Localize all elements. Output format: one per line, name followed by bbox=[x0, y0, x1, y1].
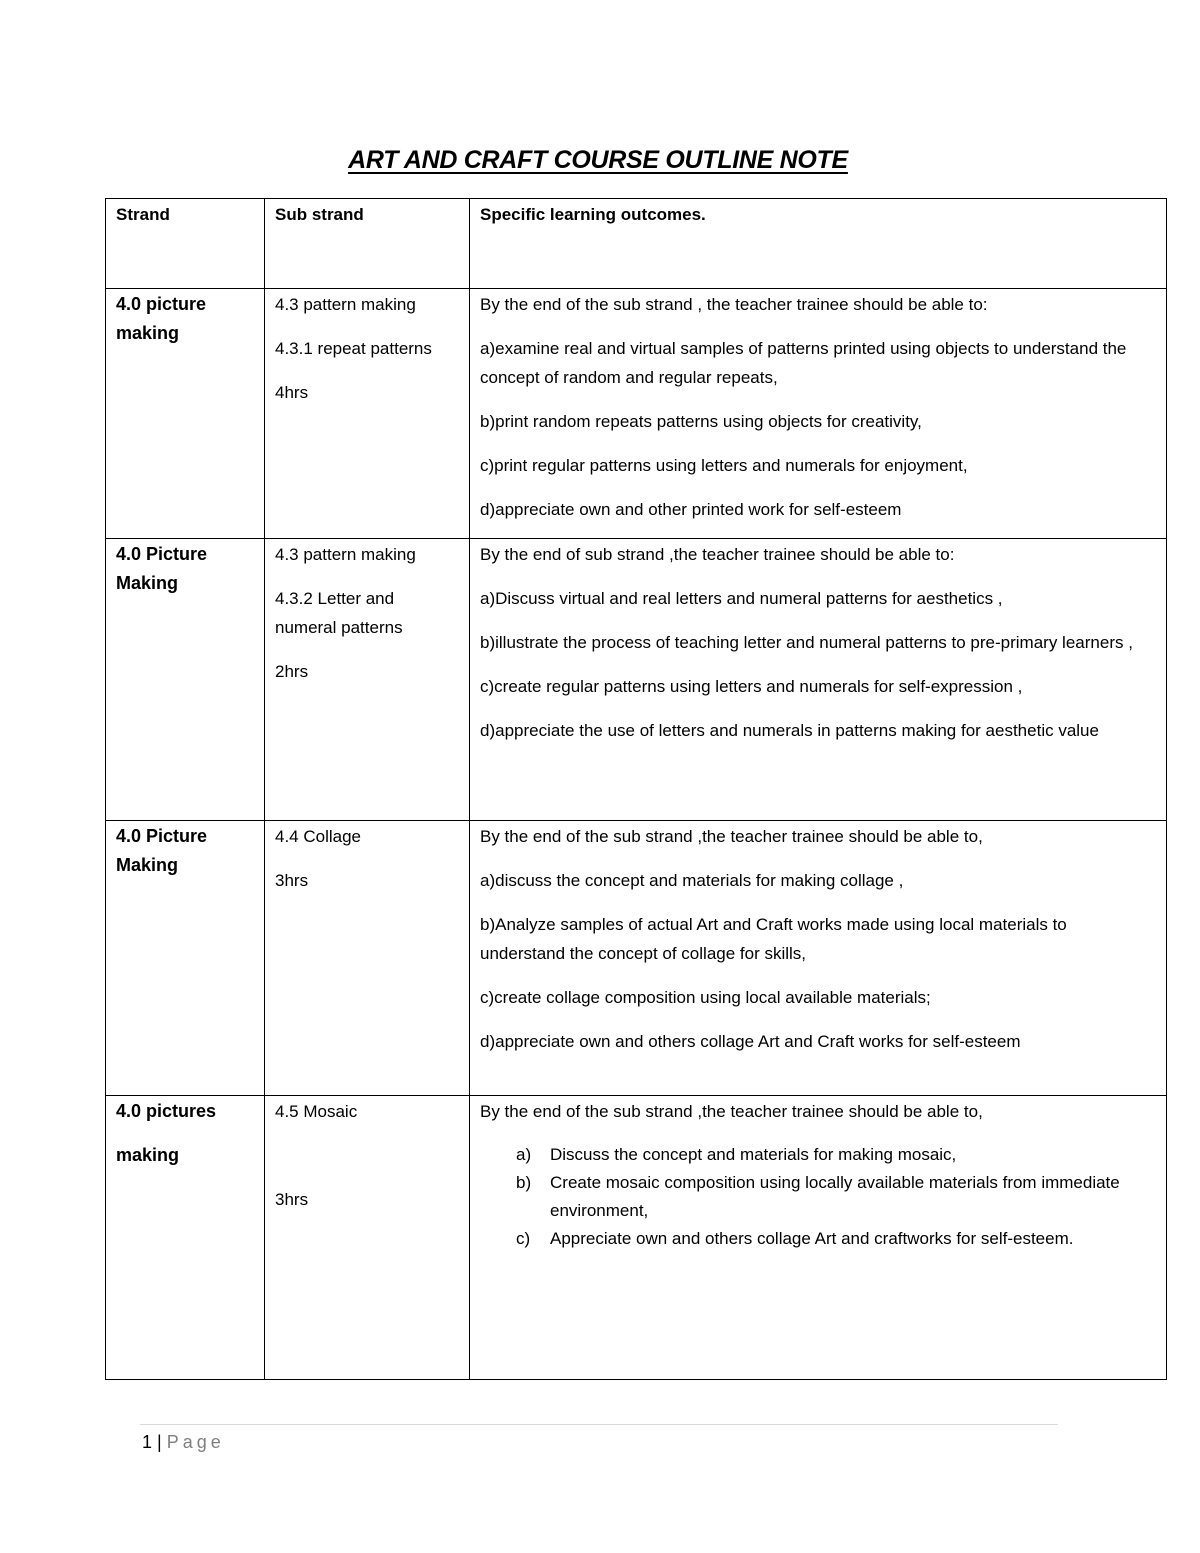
header-strand: Strand bbox=[106, 199, 265, 289]
substrand-cell bbox=[265, 539, 470, 821]
page-label: Page bbox=[166, 1432, 225, 1452]
substrand-duration: 3hrs bbox=[275, 871, 309, 890]
strand-cell bbox=[106, 539, 265, 821]
list-marker: a) bbox=[516, 1145, 532, 1164]
substrand-cell bbox=[265, 1096, 470, 1380]
list-item bbox=[516, 1225, 1156, 1253]
outcomes-cell bbox=[470, 289, 1167, 539]
outcome-item: c)create collage composition using local available materials; bbox=[480, 988, 931, 1007]
strand-cell bbox=[106, 1096, 265, 1380]
strand-text: 4.0 Picture bbox=[116, 544, 208, 564]
page-footer bbox=[142, 1432, 225, 1453]
course-outline-table bbox=[105, 198, 1167, 1380]
outcome-item: d)appreciate own and others collage Art and Craft works for self-esteem bbox=[480, 1032, 1021, 1051]
strand-cell bbox=[106, 821, 265, 1096]
outcomes-cell bbox=[470, 539, 1167, 821]
outcome-item: c)print regular patterns using letters and numerals for enjoyment, bbox=[480, 456, 968, 475]
table-row bbox=[106, 1096, 1167, 1380]
table-row bbox=[106, 289, 1167, 539]
substrand-duration: 4hrs bbox=[275, 383, 309, 402]
substrand-cell bbox=[265, 289, 470, 539]
outcome-item: b)print random repeats patterns using objects for creativity, bbox=[480, 412, 922, 431]
list-item-text: Appreciate own and others collage Art and craftworks for self-esteem. bbox=[550, 1229, 1074, 1248]
header-sub-strand: Sub strand bbox=[265, 199, 470, 289]
outcome-item: d)appreciate own and other printed work for self-esteem bbox=[480, 500, 902, 519]
list-item bbox=[516, 1169, 1156, 1225]
substrand-cell bbox=[265, 821, 470, 1096]
table-header-row bbox=[106, 199, 1167, 289]
strand-text: making bbox=[116, 323, 180, 343]
outcome-item: a)discuss the concept and materials for making collage , bbox=[480, 871, 904, 890]
table-row bbox=[106, 821, 1167, 1096]
substrand-title: 4.3 pattern making bbox=[275, 295, 416, 314]
strand-text: 4.0 picture bbox=[116, 294, 207, 314]
strand-text: 4.0 pictures bbox=[116, 1101, 217, 1121]
substrand-title: 4.4 Collage bbox=[275, 827, 362, 846]
outcome-intro: By the end of sub strand ,the teacher trainee should be able to: bbox=[480, 545, 955, 564]
page-number: 1 bbox=[142, 1432, 153, 1452]
outcome-intro: By the end of the sub strand , the teacher trainee should be able to: bbox=[480, 295, 988, 314]
substrand-subtitle: 4.3.1 repeat patterns bbox=[275, 339, 432, 358]
list-item-text: Discuss the concept and materials for making mosaic, bbox=[550, 1145, 957, 1164]
outcomes-cell bbox=[470, 821, 1167, 1096]
substrand-duration: 3hrs bbox=[275, 1190, 309, 1209]
strand-text: making bbox=[116, 1145, 180, 1165]
outcomes-cell bbox=[470, 1096, 1167, 1380]
outcome-intro: By the end of the sub strand ,the teacher trainee should be able to, bbox=[480, 827, 983, 846]
list-marker: b) bbox=[516, 1173, 532, 1192]
strand-cell bbox=[106, 289, 265, 539]
outcome-item: b)Analyze samples of actual Art and Craft works made using local materials to understand the concept of collage for skills, bbox=[480, 915, 1067, 963]
substrand-subtitle: 4.3.2 Letter and numeral patterns bbox=[275, 589, 403, 637]
strand-text: 4.0 Picture bbox=[116, 826, 208, 846]
substrand-duration: 2hrs bbox=[275, 662, 309, 681]
outcome-list bbox=[480, 1141, 1156, 1253]
substrand-title: 4.5 Mosaic bbox=[275, 1102, 358, 1121]
footer-separator: | bbox=[157, 1432, 162, 1452]
page-title: ART AND CRAFT COURSE OUTLINE NOTE bbox=[348, 146, 848, 174]
outcome-item: a)examine real and virtual samples of patterns printed using objects to understand the concept of random and regular repeats, bbox=[480, 339, 1127, 387]
outcome-item: c)create regular patterns using letters and numerals for self-expression , bbox=[480, 677, 1023, 696]
list-marker: c) bbox=[516, 1229, 531, 1248]
strand-text: Making bbox=[116, 855, 179, 875]
list-item bbox=[516, 1141, 1156, 1169]
header-outcomes: Specific learning outcomes. bbox=[470, 199, 1167, 289]
list-item-text: Create mosaic composition using locally available materials from immediate environment, bbox=[550, 1173, 1120, 1220]
table-row bbox=[106, 539, 1167, 821]
footer-divider bbox=[140, 1424, 1058, 1425]
outcome-item: a)Discuss virtual and real letters and numeral patterns for aesthetics , bbox=[480, 589, 1003, 608]
outcome-intro: By the end of the sub strand ,the teacher trainee should be able to, bbox=[480, 1102, 983, 1121]
substrand-title: 4.3 pattern making bbox=[275, 545, 416, 564]
strand-text: Making bbox=[116, 573, 179, 593]
outcome-item: d)appreciate the use of letters and numerals in patterns making for aesthetic value bbox=[480, 721, 1099, 740]
outcome-item: b)illustrate the process of teaching letter and numeral patterns to pre-primary learners , bbox=[480, 633, 1133, 652]
